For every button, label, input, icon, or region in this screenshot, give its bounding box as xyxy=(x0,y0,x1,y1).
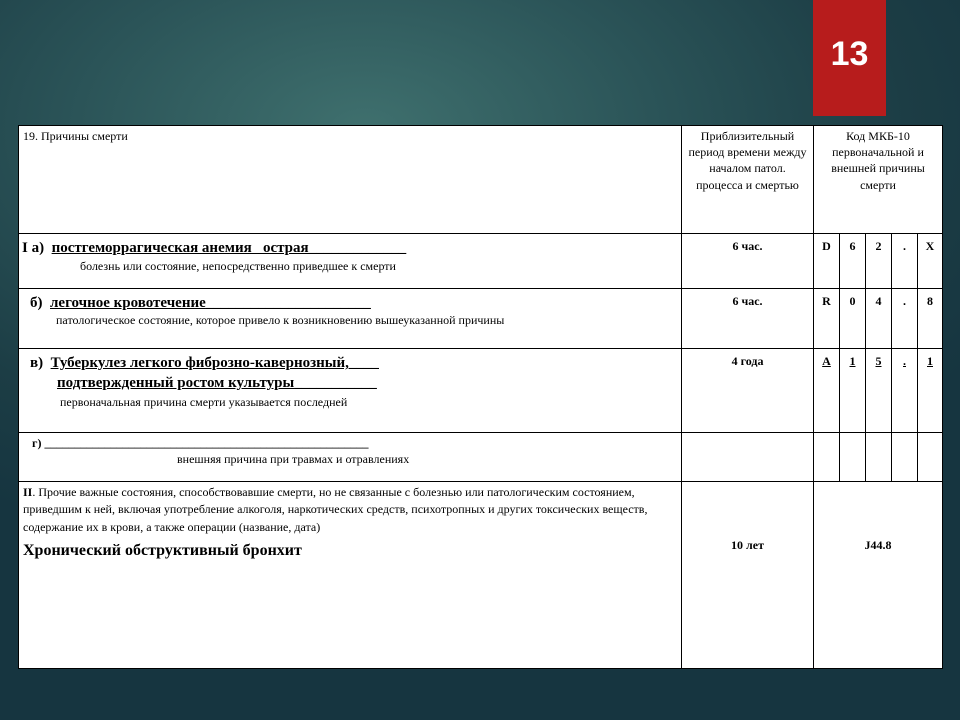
code-b-char: R xyxy=(814,289,840,349)
code-b-char: 8 xyxy=(918,289,943,349)
code-g-char xyxy=(814,433,840,482)
other-conditions-code: J44.8 xyxy=(814,482,943,669)
code-b-char: 0 xyxy=(840,289,866,349)
code-a-char: . xyxy=(892,234,918,289)
cause-b-cell xyxy=(19,289,682,349)
slide-number-badge xyxy=(813,0,886,116)
code-v-char: A xyxy=(814,349,840,433)
code-v-char: . xyxy=(892,349,918,433)
cause-v-period: 4 года xyxy=(682,349,814,433)
code-v-char: 1 xyxy=(840,349,866,433)
cause-row-b xyxy=(19,289,943,349)
other-conditions-period: 10 лет xyxy=(682,482,814,669)
cause-g-period xyxy=(682,433,814,482)
causes-header: 19. Причины смерти xyxy=(19,126,682,234)
cause-a-line: I а) постгеморрагическая анемия острая_____________ xyxy=(22,240,407,256)
code-a-char: 2 xyxy=(866,234,892,289)
death-certificate-table xyxy=(18,125,943,669)
other-conditions-diagnosis: Хронический обструктивный бронхит xyxy=(23,542,302,560)
code-v-char: 1 xyxy=(918,349,943,433)
period-header: Приблизительный период времени между началом патол. процесса и смертью xyxy=(682,126,814,234)
cause-row-v xyxy=(19,349,943,433)
code-b-char: 4 xyxy=(866,289,892,349)
cause-row-a xyxy=(19,234,943,289)
code-g-char xyxy=(918,433,943,482)
code-a-char: D xyxy=(814,234,840,289)
code-a-char: X xyxy=(918,234,943,289)
other-conditions-row xyxy=(19,482,943,669)
code-a-char: 6 xyxy=(840,234,866,289)
cause-v-line-2: подтвержденный ростом культуры___________ xyxy=(57,375,377,392)
code-g-char xyxy=(892,433,918,482)
cause-g-cell xyxy=(19,433,682,482)
slide-number: 13 xyxy=(830,34,869,73)
other-conditions-text: II. Прочие важные состояния, способствовавшие смерти, но не связанные с болезнью или патологическим состоянием, приведшим к ней, включая употребление алкоголя, наркотических средств, психотропных и других токсических веществ, содержание их в крови, а также операции (название, дата) xyxy=(23,485,648,534)
cause-a-period: 6 час. xyxy=(682,234,814,289)
cause-a-description: болезнь или состояние, непосредственно приведшее к смерти xyxy=(80,259,396,274)
cause-g-line: г) ______________________________________________________ xyxy=(32,436,369,450)
cause-b-line: б) легочное кровотечение______________________ xyxy=(30,295,371,311)
icd-code-header: Код МКБ-10 первоначальной и внешней причины смерти xyxy=(814,126,943,234)
code-g-char xyxy=(866,433,892,482)
cause-v-description: первоначальная причина смерти указывается последней xyxy=(60,394,348,409)
code-v-char: 5 xyxy=(866,349,892,433)
cause-v-line-1: в) Туберкулез легкого фиброзно-кавернозный,____ xyxy=(30,355,379,371)
code-b-char: . xyxy=(892,289,918,349)
cause-g-description: внешняя причина при травмах и отравлениях xyxy=(177,452,410,467)
cause-b-description: патологическое состояние, которое привело к возникновению вышеуказанной причины xyxy=(56,313,505,328)
other-conditions-cell xyxy=(19,482,682,669)
cause-a-cell xyxy=(19,234,682,289)
cause-row-g xyxy=(19,433,943,482)
header-row xyxy=(19,126,943,234)
cause-b-period: 6 час. xyxy=(682,289,814,349)
cause-v-cell xyxy=(19,349,682,433)
code-g-char xyxy=(840,433,866,482)
